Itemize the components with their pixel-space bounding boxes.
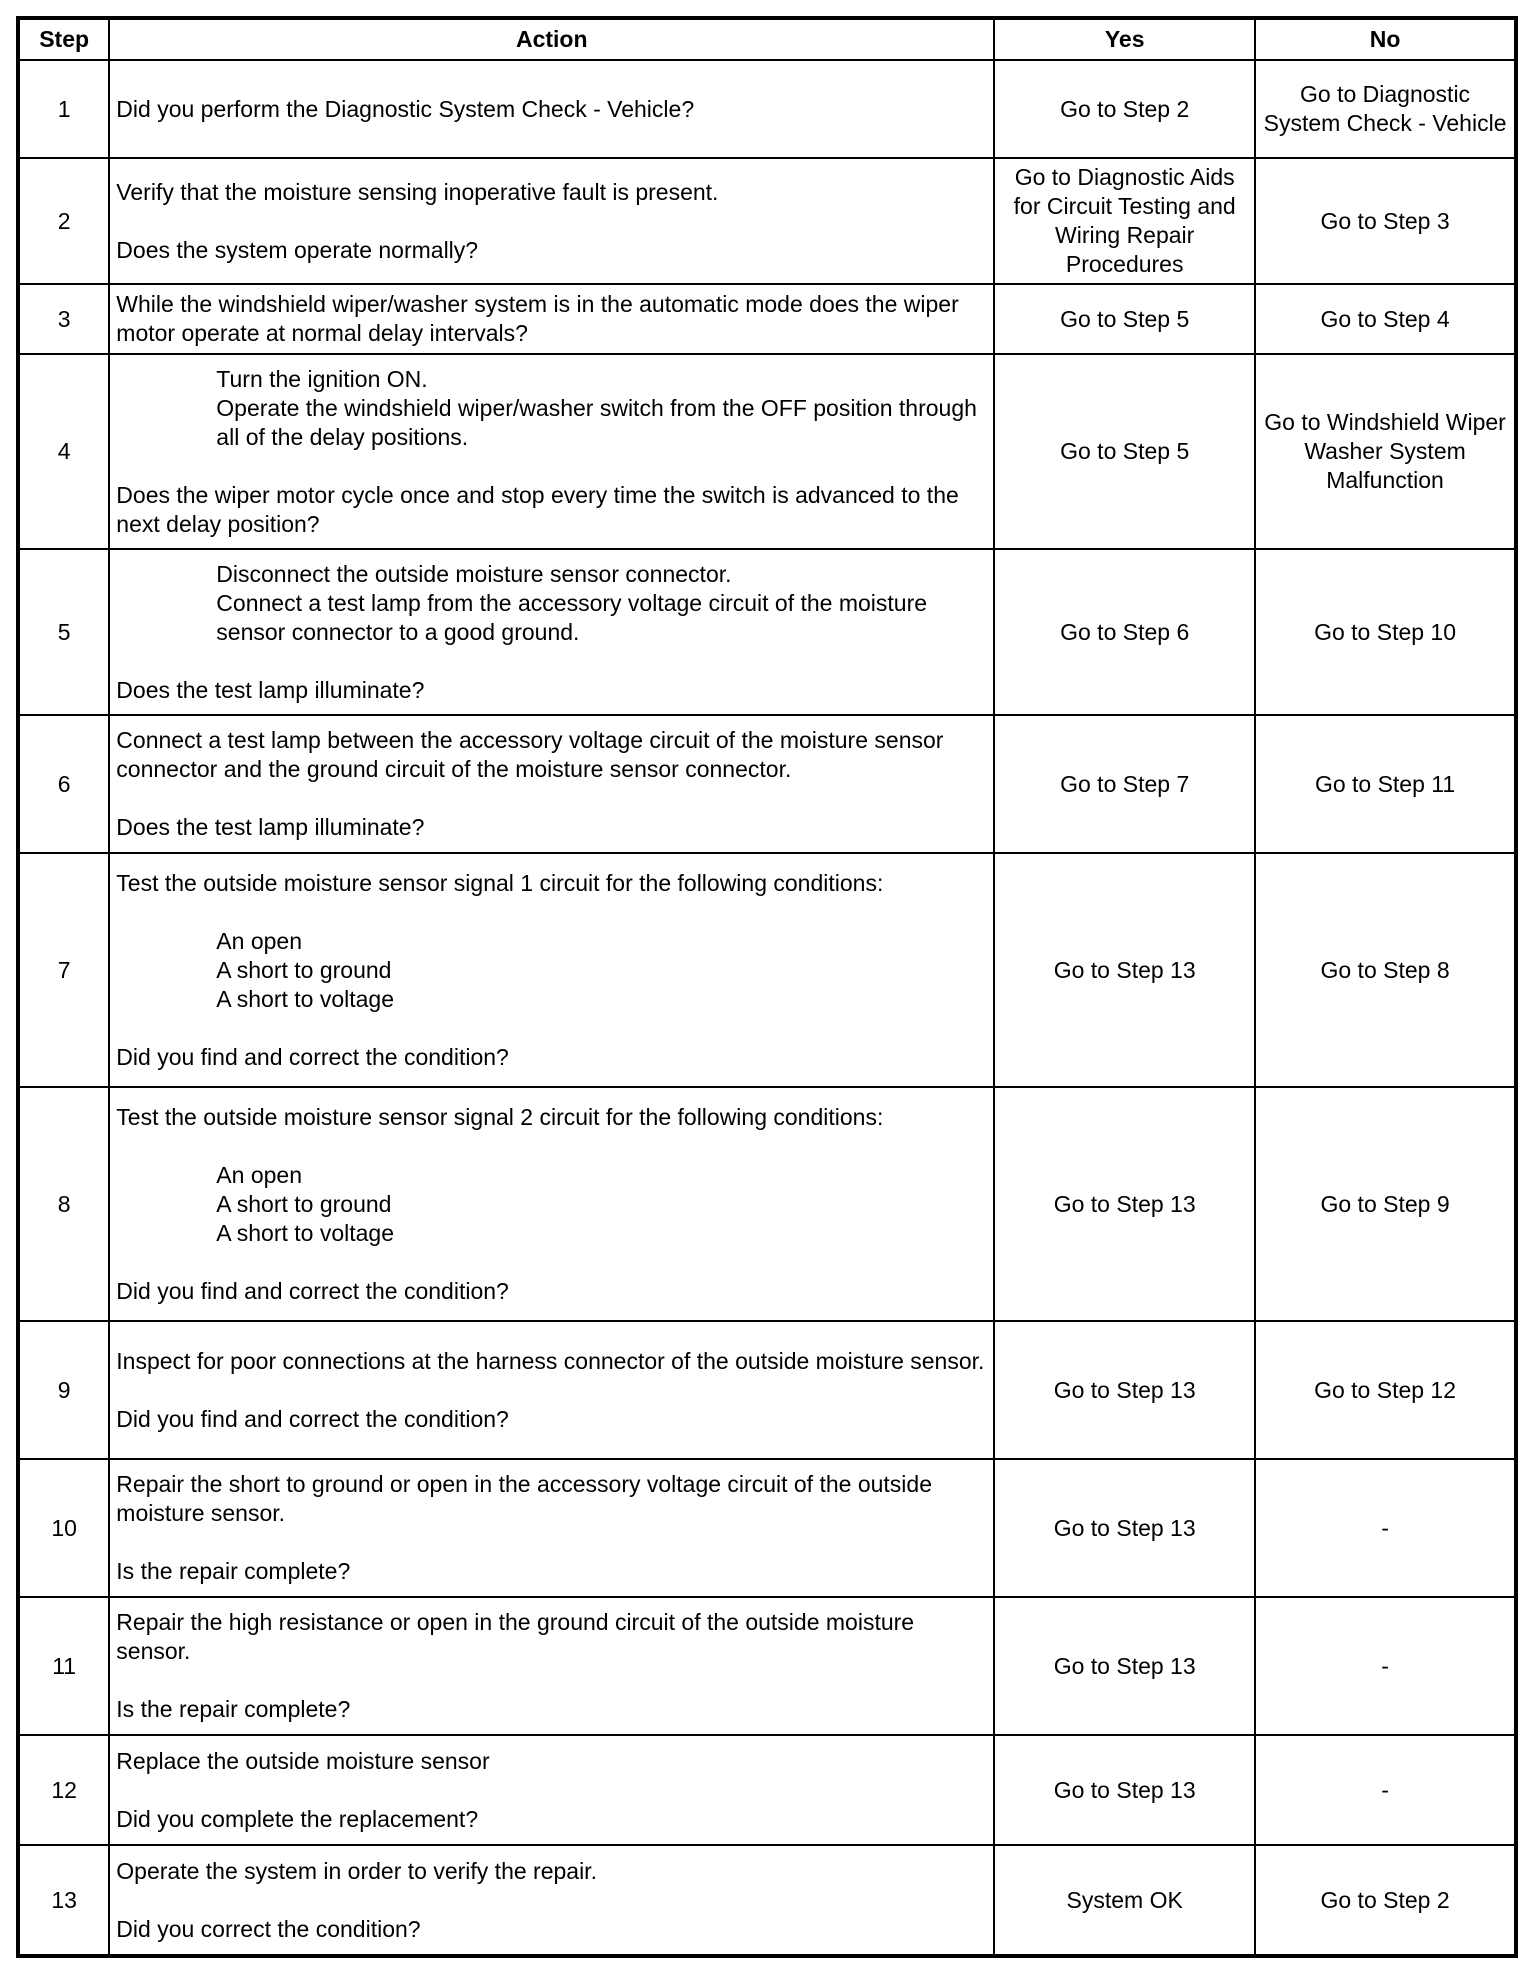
yes-outcome: Go to Step 5 — [994, 354, 1255, 549]
yes-outcome: Go to Step 7 — [994, 715, 1255, 853]
action-cell — [109, 158, 994, 284]
step-number: 8 — [19, 1087, 109, 1321]
action-cell — [109, 549, 994, 715]
action-cell — [109, 853, 994, 1087]
no-outcome: Go to Step 10 — [1255, 549, 1515, 715]
table-row — [19, 158, 1515, 284]
action-question: Did you complete the replacement? — [116, 1805, 479, 1832]
no-outcome: - — [1255, 1459, 1515, 1597]
table-row — [19, 1087, 1515, 1321]
step-number: 11 — [19, 1597, 109, 1735]
action-instruction: Repair the high resistance or open in the ground circuit of the outside moisture sensor. — [116, 1609, 915, 1664]
yes-outcome: Go to Step 13 — [994, 1087, 1255, 1321]
step-number: 6 — [19, 715, 109, 853]
step-number: 5 — [19, 549, 109, 715]
action-question: Is the repair complete? — [116, 1558, 351, 1584]
step-number: 4 — [19, 354, 109, 549]
header-no: No — [1255, 19, 1515, 60]
yes-outcome: Go to Step 13 — [994, 1321, 1255, 1459]
no-outcome: Go to Step 9 — [1255, 1087, 1515, 1321]
action-cell — [109, 284, 994, 354]
action-cell — [109, 1087, 994, 1321]
action-instruction: Inspect for poor connections at the harness connector of the outside moisture sensor. — [116, 1347, 985, 1374]
step-number: 1 — [19, 60, 109, 158]
table-row — [19, 1321, 1515, 1459]
action-question: Does the test lamp illuminate? — [116, 814, 425, 840]
action-list-item: Connect a test lamp from the accessory voltage circuit of the moisture sensor connector to a good ground. — [216, 589, 928, 645]
yes-outcome: Go to Step 13 — [994, 1597, 1255, 1735]
yes-outcome: Go to Step 13 — [994, 853, 1255, 1087]
step-number: 13 — [19, 1845, 109, 1955]
action-cell — [109, 354, 994, 549]
action-cell — [109, 1459, 994, 1597]
action-instruction: Connect a test lamp between the accessory voltage circuit of the moisture sensor connector and the ground circuit of the moisture sensor connector. — [116, 727, 944, 782]
yes-outcome: Go to Step 13 — [994, 1735, 1255, 1845]
action-instruction: Test the outside moisture sensor signal 2 circuit for the following conditions: — [116, 1103, 884, 1130]
step-number: 9 — [19, 1321, 109, 1459]
yes-outcome: Go to Diagnostic Aids for Circuit Testing and Wiring Repair Procedures — [994, 158, 1255, 284]
table-row — [19, 853, 1515, 1087]
step-number: 10 — [19, 1459, 109, 1597]
action-list-item: A short to ground — [216, 956, 392, 983]
action-cell — [109, 1845, 994, 1955]
yes-outcome: Go to Step 13 — [994, 1459, 1255, 1597]
action-cell — [109, 1597, 994, 1735]
no-outcome: Go to Diagnostic System Check - Vehicle — [1255, 60, 1515, 158]
action-question: Did you find and correct the condition? — [116, 1043, 509, 1070]
action-list-item: An open — [216, 1161, 302, 1188]
step-number: 12 — [19, 1735, 109, 1845]
table-body — [19, 60, 1515, 1955]
action-instruction: Replace the outside moisture sensor — [116, 1747, 490, 1774]
action-list-item: A short to ground — [216, 1190, 392, 1217]
action-list-item: An open — [216, 927, 302, 954]
table-row — [19, 1735, 1515, 1845]
yes-outcome: Go to Step 5 — [994, 284, 1255, 354]
table-row — [19, 549, 1515, 715]
no-outcome: - — [1255, 1735, 1515, 1845]
action-instruction: While the windshield wiper/washer system is in the automatic mode does the wiper motor operate at normal delay intervals? — [116, 291, 959, 346]
action-question: Did you correct the condition? — [116, 1915, 421, 1942]
action-list-item: Operate the windshield wiper/washer switch from the OFF position through all of the delay positions. — [216, 394, 977, 450]
action-cell — [109, 1735, 994, 1845]
header-row — [19, 19, 1515, 60]
table-row — [19, 284, 1515, 354]
yes-outcome: Go to Step 6 — [994, 549, 1255, 715]
action-question: Does the system operate normally? — [116, 236, 479, 263]
action-instruction: Operate the system in order to verify the repair. — [116, 1857, 597, 1884]
table-row — [19, 715, 1515, 853]
header-step: Step — [19, 19, 109, 60]
yes-outcome: Go to Step 2 — [994, 60, 1255, 158]
yes-outcome: System OK — [994, 1845, 1255, 1955]
action-list-item: A short to voltage — [216, 1219, 395, 1246]
no-outcome: Go to Step 2 — [1255, 1845, 1515, 1955]
no-outcome: Go to Step 11 — [1255, 715, 1515, 853]
step-number: 2 — [19, 158, 109, 284]
action-question: Is the repair complete? — [116, 1696, 351, 1722]
action-instruction: Verify that the moisture sensing inoperative fault is present. — [116, 178, 719, 205]
table-row — [19, 354, 1515, 549]
no-outcome: Go to Step 4 — [1255, 284, 1515, 354]
action-cell — [109, 60, 994, 158]
no-outcome: Go to Step 3 — [1255, 158, 1515, 284]
table-row — [19, 1459, 1515, 1597]
action-question: Did you find and correct the condition? — [116, 1277, 509, 1304]
header-action: Action — [109, 19, 994, 60]
action-instruction: Repair the short to ground or open in the accessory voltage circuit of the outside moisture sensor. — [116, 1471, 932, 1526]
action-question: Does the wiper motor cycle once and stop every time the switch is advanced to the next delay position? — [116, 481, 959, 537]
table-row — [19, 1845, 1515, 1955]
action-cell — [109, 715, 994, 853]
header-yes: Yes — [994, 19, 1255, 60]
action-list-item: Disconnect the outside moisture sensor connector. — [216, 560, 732, 587]
action-list-item: A short to voltage — [216, 985, 395, 1012]
no-outcome: Go to Windshield Wiper Washer System Malfunction — [1255, 354, 1515, 549]
table-row — [19, 60, 1515, 158]
action-question: Does the test lamp illuminate? — [116, 676, 425, 703]
action-question: Did you find and correct the condition? — [116, 1405, 509, 1432]
no-outcome: Go to Step 12 — [1255, 1321, 1515, 1459]
diagnostic-table — [18, 18, 1516, 1956]
action-instruction: Did you perform the Diagnostic System Check - Vehicle? — [116, 95, 695, 122]
step-number: 7 — [19, 853, 109, 1087]
action-list-item: Turn the ignition ON. — [216, 365, 428, 392]
step-number: 3 — [19, 284, 109, 354]
action-cell — [109, 1321, 994, 1459]
no-outcome: Go to Step 8 — [1255, 853, 1515, 1087]
no-outcome: - — [1255, 1597, 1515, 1735]
action-instruction: Test the outside moisture sensor signal 1 circuit for the following conditions: — [116, 869, 884, 896]
table-row — [19, 1597, 1515, 1735]
